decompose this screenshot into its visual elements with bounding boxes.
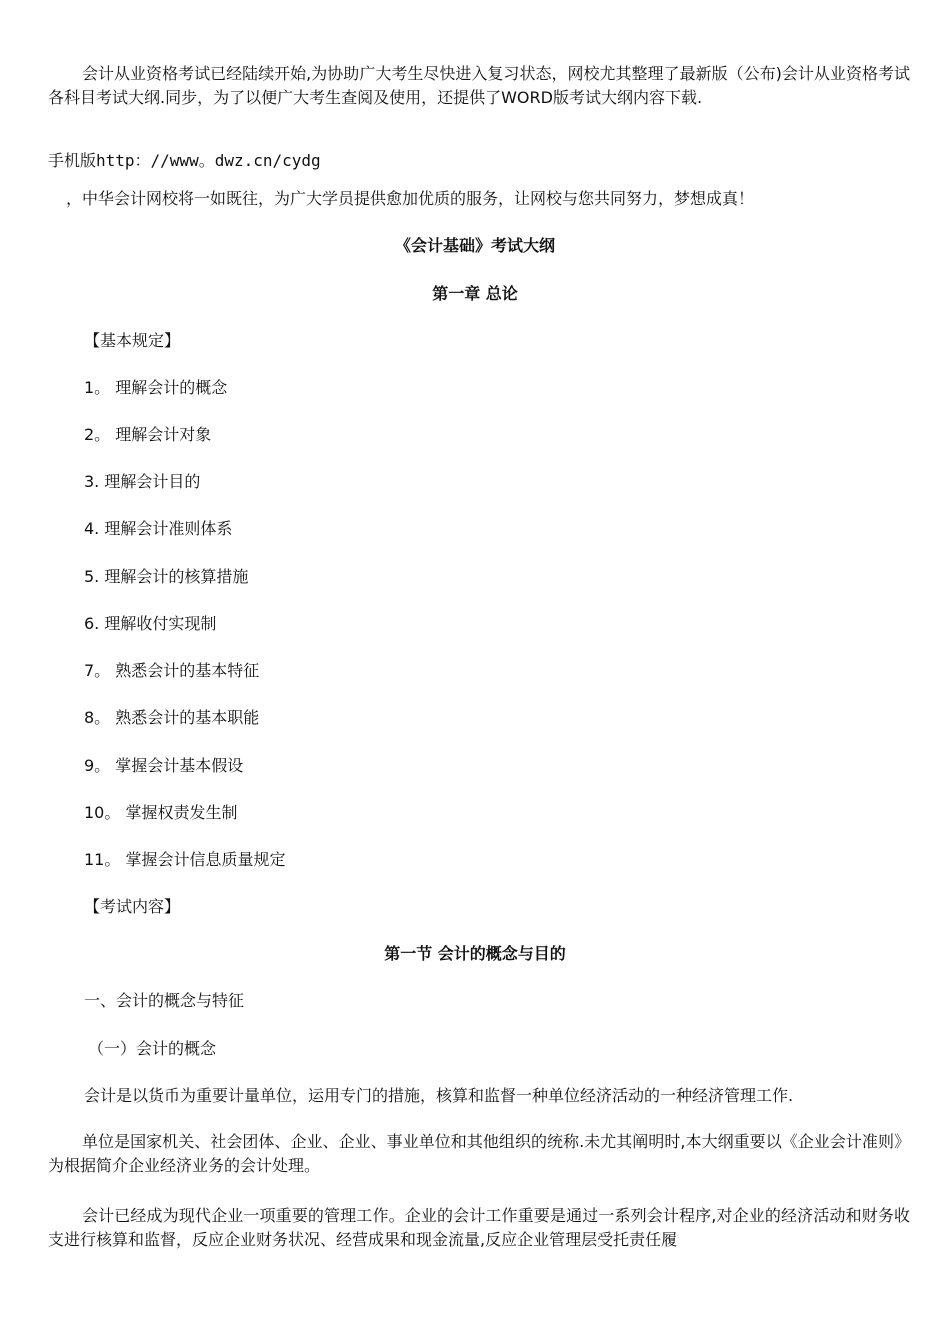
list-item: 2。 理解会计对象: [84, 425, 212, 444]
chapter-title: 第一章 总论: [432, 284, 518, 303]
outline-title: 《会计基础》考试大纲: [394, 236, 555, 255]
list-item: 9。 掌握会计基本假设: [84, 756, 244, 775]
exam-content-heading: 【考试内容】: [84, 897, 181, 916]
basic-rules-heading: 【基本规定】: [84, 331, 181, 350]
list-item: 5. 理解会计的核算措施: [84, 567, 249, 586]
list-item: 4. 理解会计准则体系: [84, 519, 233, 538]
list-item: 8。 熟悉会计的基本职能: [84, 708, 260, 727]
list-item: 7。 熟悉会计的基本特征: [84, 661, 260, 680]
list-item: 10。 掌握权责发生制: [84, 803, 238, 822]
list-item: 6. 理解收付实现制: [84, 614, 217, 633]
intro-paragraph: 会计从业资格考试已经陆续开始,为协助广大考生尽快进入复习状态，网校尤其整理了最新版（公布)会计从业资格考试各科目考试大纲.同步，为了以便广大考生查阅及使用，还提供了WORD版考试大纲内容下载.: [48, 64, 910, 107]
body-paragraph: 单位是国家机关、社会团体、企业、企业、事业单位和其他组织的统称.未尤其阐明时,本大纲重要以《企业会计准则》为根据简介企业经济业务的会计处理。: [48, 1132, 910, 1175]
subsection-heading: 一、会计的概念与特征: [84, 991, 245, 1010]
slogan-line: ，中华会计网校将一如既往，为广大学员提供愈加优质的服务，让网校与您共同努力，梦想成真！: [66, 189, 755, 208]
list-item: 1。 理解会计的概念: [84, 378, 228, 397]
mobile-link-line: 手机版http：//www。dwz.cn/cydg: [48, 151, 321, 170]
list-item: 11。 掌握会计信息质量规定: [84, 850, 286, 869]
subsubsection-heading: （一）会计的概念: [88, 1039, 217, 1058]
body-paragraph: 会计是以货币为重要计量单位，运用专门的措施，核算和监督一种单位经济活动的一种经济管理工作.: [84, 1086, 794, 1105]
section-title: 第一节 会计的概念与目的: [384, 944, 566, 963]
list-item: 3. 理解会计目的: [84, 472, 201, 491]
body-paragraph: 会计已经成为现代企业一项重要的管理工作。企业的会计工作重要是通过一系列会计程序,对企业的经济活动和财务收支进行核算和监督，反应企业财务状况、经营成果和现金流量,反应企业管理层受托责任履: [48, 1206, 910, 1249]
